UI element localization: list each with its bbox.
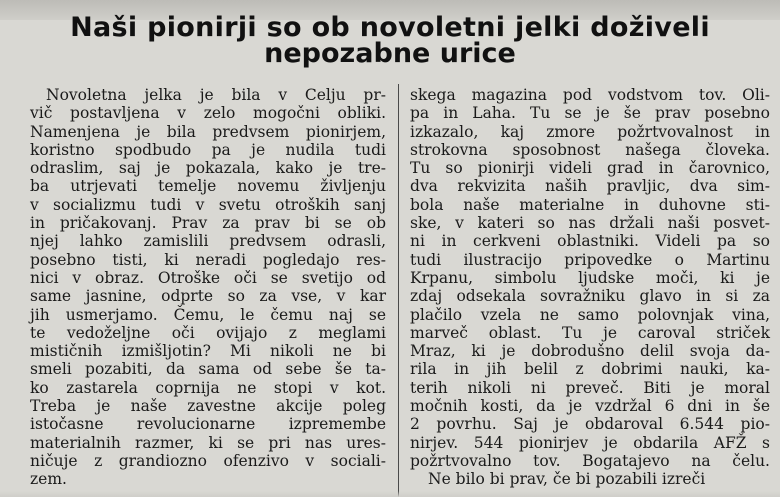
text-line: smeli pozabiti, da sama od sebe še ta- [30,360,386,379]
text-line: istočasne revolucionarne izpremembe [30,415,386,434]
headline-line-2: nepozabne urice [264,38,516,69]
text-line: odraslim, saj je pokazala, kako je tre- [30,159,386,178]
text-line: nirjev. 544 pionirjev je obdarila AFŽ s [410,433,770,452]
text-line: posebno tisti, ki neradi pogledajo res- [30,250,386,269]
text-line: jih usmerjamo. Čemu, le čemu naj se [30,305,386,324]
text-line: plačilo vzela ne samo polovnjak vina, [410,305,770,324]
text-line: ske, v kateri so nas držali naši posvet- [410,214,770,233]
text-line: pa in Laha. Tu se je še prav posebno [410,104,770,123]
text-line: zdaj odsekala sovražniku glavo in si za [410,287,770,306]
text-line: te vedoželjne oči ovijajo z meglami [30,323,386,342]
text-line: in pričakovanj. Prav za prav bi se ob [30,214,386,233]
text-line: Treba je naše zavestne akcije poleg [30,397,386,416]
text-line: strokovna sposobnost našega človeka. [410,140,770,159]
text-line: mističnih izmišljotin? Mi nikoli ne bi [30,342,386,361]
right-column [410,86,770,489]
headline-line-1: Naši pionirji so ob novoletni jelki doživeli [70,12,710,43]
text-line: same jasnine, odprte so za vse, v kar [30,287,386,306]
text-line: ba utrjevati temelje novemu življenju [30,177,386,196]
text-line: Namenjena je bila predvsem pionirjem, [30,122,386,141]
text-line: Krpanu, simbolu ljudske moči, ki je [410,268,770,287]
text-line: Ne bilo bi prav, če bi pozabili izreči [428,470,706,489]
text-line: požrtvovalno tov. Bogatajevo na čelu. [410,451,770,470]
left-column [30,86,386,489]
text-line: Novoletna jelka je bila v Celju pr- [46,86,386,104]
text-line: ničuje z grandiozno ofenzivo v sociali- [30,451,386,470]
text-line: bola naše materialne in duhovne sti- [410,195,770,214]
text-line: skega magazina pod vodstvom tov. Oli- [410,86,770,104]
text-line: materialnih razmer, ki se pri nas ures- [30,433,386,452]
text-line: rila in jih belil z dobrimi nauki, ka- [410,360,770,379]
text-line: izkazalo, kaj zmore požrtvovalnost in [410,122,770,141]
page-bottom-edge [0,491,780,497]
text-line: ni in cerkveni oblastniki. Videli pa so [410,232,770,251]
text-line: 2 povrhu. Saj je obdaroval 6.544 pio- [410,415,770,434]
text-line: ko zastarela coprnija ne stopi v kot. [30,378,386,397]
text-line: nici v obraz. Otroške oči se svetijo od [30,268,386,287]
text-line: tudi ilustracijo pripovedke o Martinu [410,250,770,269]
text-line: koristno spodbudo pa je nudila tudi [30,140,386,159]
column-divider [398,84,399,497]
text-line: močnih kosti, da je vzdržal 6 dni in še [410,397,770,416]
text-line: Tu so pionirji videli grad in čarovnico, [410,159,770,178]
text-line: terih nikoli ni preveč. Biti je moral [410,378,770,397]
text-line: zem. [30,470,67,489]
text-line: njej lahko zamislili predvsem odrasli, [30,232,386,251]
text-line: marveč oblast. Tu je caroval striček [410,323,770,342]
text-line: v socializmu tudi v svetu otroških sanj [30,195,386,214]
text-line: Mraz, ki je dobrodušno delil svoja da- [410,342,770,361]
text-line: dva rekvizita naših pravljic, dva sim- [410,177,770,196]
text-line: vič postavljena v zelo mogočni obliki. [30,104,386,123]
article-headline [0,14,780,68]
